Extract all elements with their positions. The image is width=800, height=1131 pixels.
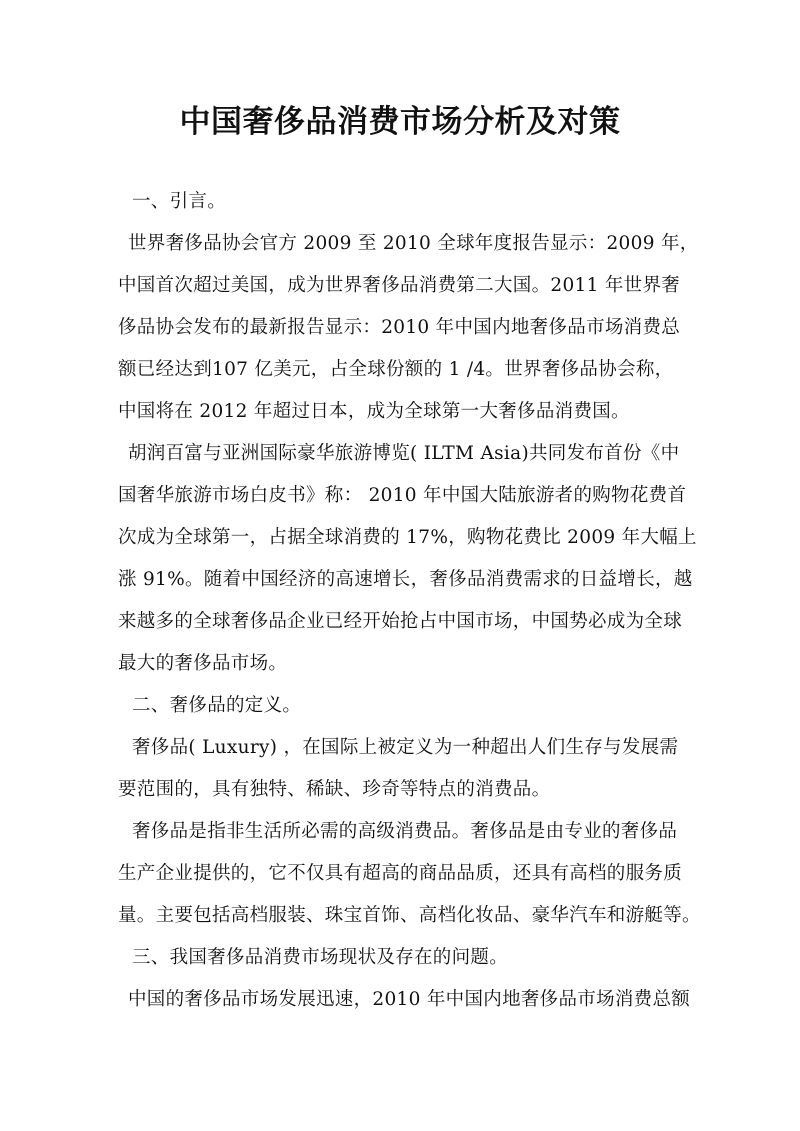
document-title: 中国奢侈品消费市场分析及对策: [179, 104, 621, 140]
paragraph-line: 奢侈品是指非生活所必需的高级消费品。奢侈品是由专业的奢侈品: [132, 821, 678, 842]
paragraph-line: 胡润百富与亚洲国际豪华旅游博览( ILTM Asia)共同发布首份《中: [128, 443, 680, 464]
paragraph-line: 次成为全球第一，占据全球消费的 17%，购物花费比 2009 年大幅上: [118, 527, 697, 548]
paragraph-line: 要范围的，具有独特、稀缺、珍奇等特点的消费品。: [118, 779, 551, 800]
paragraph-line: 涨 91%。随着中国经济的高速增长，奢侈品消费需求的日益增长，越: [118, 569, 693, 590]
paragraph-line: 最大的奢侈品市场。: [118, 653, 288, 674]
section-heading-market-status: 三、我国奢侈品消费市场现状及存在的问题。: [132, 947, 509, 968]
paragraph-line: 量。主要包括高档服装、珠宝首饰、高档化妆品、豪华汽车和游艇等。: [118, 905, 701, 926]
paragraph-line: 中国的奢侈品市场发展迅速，2010 年中国内地奢侈品市场消费总额: [128, 989, 691, 1010]
section-heading-introduction: 一、引言。: [132, 191, 227, 212]
paragraph-line: 世界奢侈品协会官方 2009 至 2010 全球年度报告显示：2009 年，: [128, 233, 699, 254]
paragraph-line: 来越多的全球奢侈品企业已经开始抢占中国市场，中国势必成为全球: [118, 611, 683, 632]
paragraph-line: 国奢华旅游市场白皮书》称： 2010 年中国大陆旅游者的购物花费首: [118, 485, 687, 506]
paragraph-line: 额已经达到107 亿美元，占全球份额的 1 /4。世界奢侈品协会称，: [118, 359, 674, 380]
paragraph-line: 奢侈品( Luxury) ，在国际上被定义为一种超出人们生存与发展需: [132, 737, 679, 758]
paragraph-line: 侈品协会发布的最新报告显示：2010 年中国内地奢侈品市场消费总: [118, 317, 681, 338]
section-heading-definition: 二、奢侈品的定义。: [132, 695, 302, 716]
paragraph-line: 中国首次超过美国，成为世界奢侈品消费第二大国。2011 年世界奢: [118, 275, 681, 296]
paragraph-line: 生产企业提供的，它不仅具有超高的商品品质，还具有高档的服务质: [118, 863, 683, 884]
paragraph-line: 中国将在 2012 年超过日本，成为全球第一大奢侈品消费国。: [118, 401, 630, 422]
